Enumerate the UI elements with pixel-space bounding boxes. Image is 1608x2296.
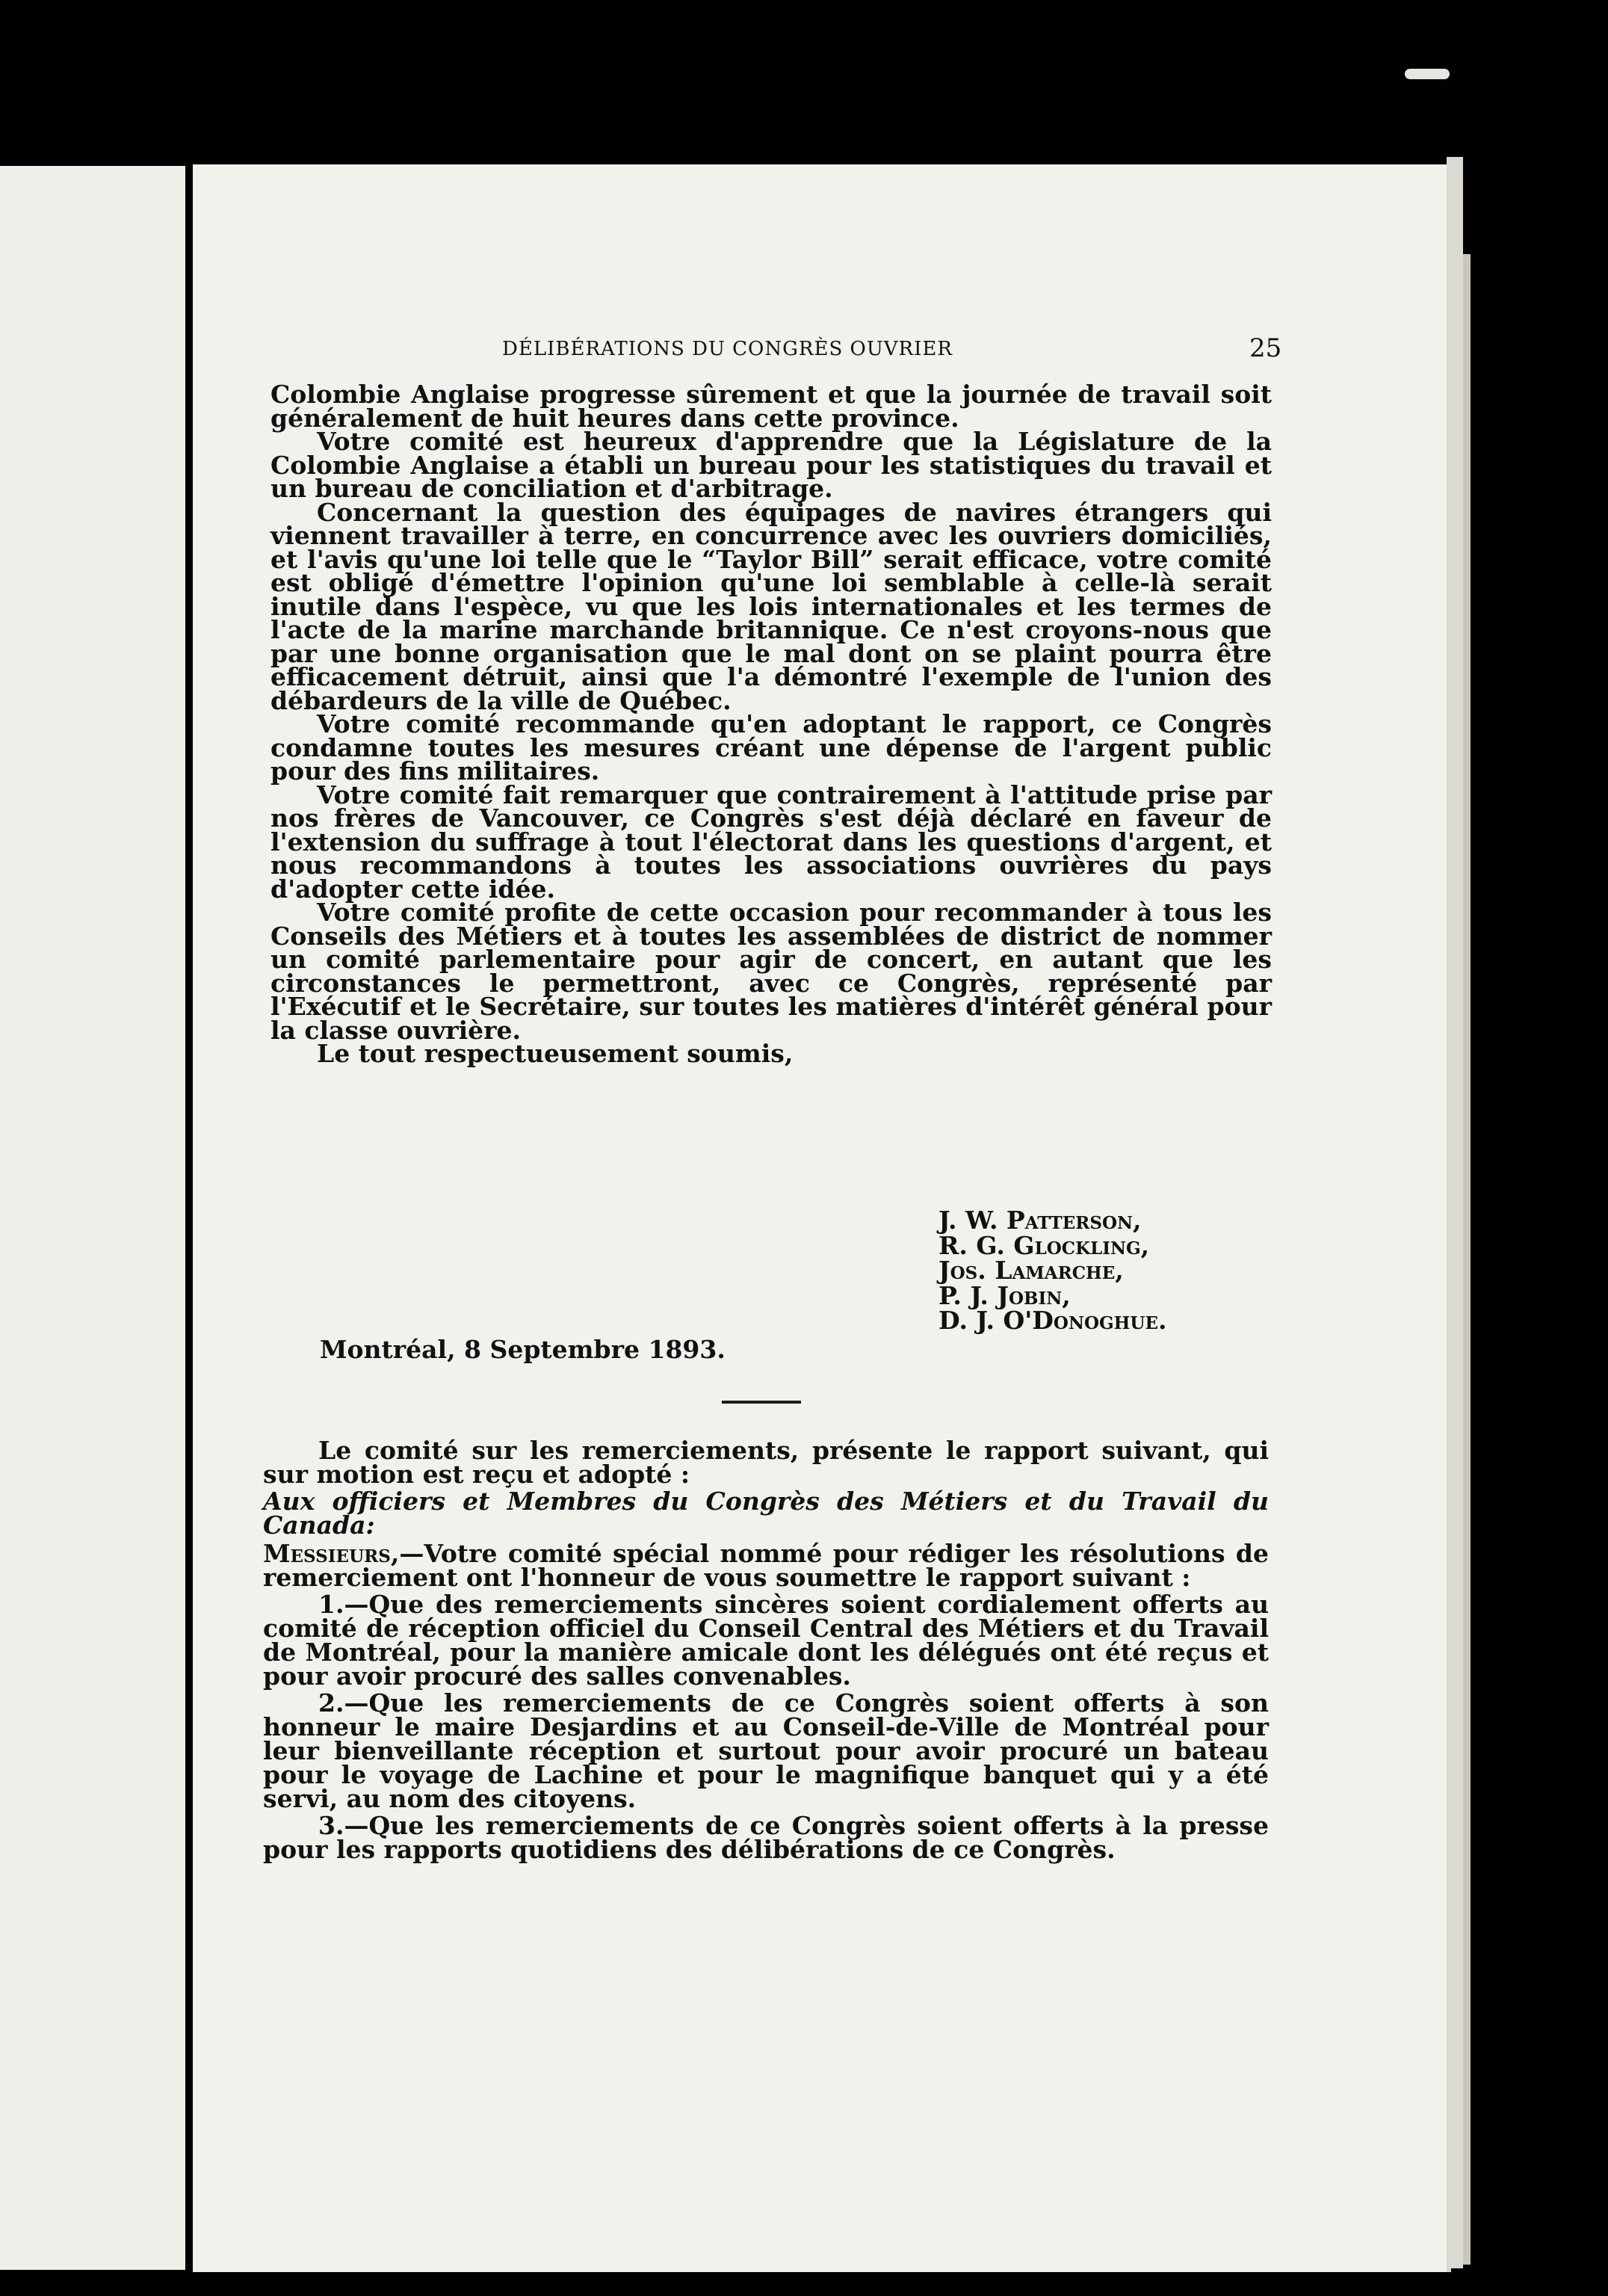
paragraph: Votre comité est heureux d'apprendre que la Législature de la Colombie Anglaise a établi un bureau pour les statistiques du travail et un bureau de conciliation et d'arbitrage. — [270, 427, 1272, 503]
facing-page-fragment — [0, 589, 185, 617]
facing-page-fragment — [0, 1096, 185, 1124]
facing-page-fragment — [0, 665, 185, 694]
paragraph: Votre comité fait remarquer que contrairement à l'attitude prise par nos frères de Vancouver, ce Congrès s'est déjà déclaré en faveur de l'extension du suffrage à tout l'électorat dans les questions d'argent, et nous recommandons à toutes les associations ouvrières du pays d'adopter cette idée. — [270, 780, 1272, 904]
signatory: P. J. Jobin, — [938, 1280, 1071, 1310]
salutation-text: —Votre comité spécial nommé pour rédiger les résolutions de remerciement ont l'honneur de vous soumettre le rapport suivant : — [263, 1539, 1269, 1592]
facing-page-fragment — [0, 1750, 185, 1779]
facing-page-fragment — [0, 1453, 185, 1481]
facing-page-edge — [0, 166, 185, 2270]
facing-page-fragment — [0, 1691, 185, 1719]
facing-page-fragment — [0, 906, 185, 934]
facing-page-fragment — [0, 1019, 185, 1048]
facing-page-fragment — [0, 741, 185, 770]
facing-page-fragment — [0, 1280, 185, 1308]
facing-page-fragment — [0, 436, 185, 465]
facing-page-fragment — [0, 1827, 185, 1855]
facing-page-fragment — [0, 538, 185, 567]
page-number: 25 — [1249, 333, 1282, 363]
facing-page-fragment — [0, 994, 185, 1022]
facing-page-fragment — [0, 1913, 185, 1942]
page-stack-edge-shadow — [1463, 254, 1471, 2265]
section-divider — [722, 1401, 801, 1404]
signatory: J. W. Patterson, — [938, 1206, 1142, 1235]
facing-page-fragment — [0, 969, 185, 997]
facing-page-fragment — [0, 716, 185, 744]
resolution-item: 3.—Que les remerciements de ce Congrès soient offerts à la presse pour les rapports quotidiens des délibérations de ce Congrès. — [263, 1811, 1269, 1864]
signatory: R. G. Glockling, — [938, 1230, 1150, 1260]
address-line: Aux officiers et Membres du Congrès des Métiers et du Travail du Canada: — [263, 1487, 1269, 1540]
paragraph — [263, 1539, 1269, 1592]
signatory: Jos. Lamarche, — [938, 1256, 1124, 1285]
facing-page-fragment — [0, 830, 185, 858]
resolution-item: 1.—Que des remerciements sincères soient cordialement offerts au comité de réception officiel du Conseil Central des Métiers et du Travail de Montréal, pour la manière amicale dont les délégués ont été reçus et pour avoir procuré des salles convenables. — [263, 1590, 1269, 1691]
page-stack-edge — [1447, 157, 1463, 2268]
running-head: DÉLIBÉRATIONS DU CONGRÈS OUVRIER — [502, 338, 953, 360]
facing-page-fragment — [0, 1070, 185, 1099]
facing-page-fragment — [0, 1852, 185, 1880]
signature-block — [938, 1208, 1166, 1333]
facing-page-fragment — [0, 640, 185, 668]
facing-page-fragment — [0, 767, 185, 795]
facing-page-fragment — [0, 411, 185, 439]
facing-page-fragment — [0, 1305, 185, 1333]
facing-page-fragment — [0, 1193, 185, 1221]
facing-page-fragment — [0, 691, 185, 719]
facing-page-fragment — [0, 1776, 185, 1804]
facing-page-fragment — [0, 1356, 185, 1384]
place-date: Montréal, 8 Septembre 1893. — [320, 1335, 726, 1364]
facing-page-fragment — [0, 1218, 185, 1247]
resolution-item: 2.—Que les remerciements de ce Congrès soient offerts à son honneur le maire Desjardins et au Conseil-de-Ville de Montréal pour leur bienveillante réception et surtout pour avoir procuré un bateau pour le voyage de Lachine et pour le magnifique banquet qui y a été servi, au nom des citoyens. — [263, 1688, 1269, 1813]
scan-artifact — [1405, 69, 1450, 79]
facing-page-fragment — [0, 564, 185, 592]
salutation: Messieurs, — [263, 1539, 400, 1568]
report-continuation — [270, 380, 1272, 1068]
facing-page-fragment — [0, 1593, 185, 1622]
paragraph: Colombie Anglaise progresse sûrement et que la journée de travail soit généralement de huit heures dans cette province. — [270, 380, 1272, 433]
paragraph: Le comité sur les remerciements, présente le rapport suivant, qui sur motion est reçu et adopté : — [263, 1436, 1269, 1489]
thanks-report — [263, 1436, 1269, 1865]
closing-line: Le tout respectueusement soumis, — [317, 1039, 794, 1068]
paragraph: Votre comité recommande qu'en adoptant le rapport, ce Congrès condamne toutes les mesures créant une dépense de l'argent public pour des fins militaires. — [270, 709, 1272, 786]
facing-page-fragment — [0, 487, 185, 516]
facing-page-fragment — [0, 513, 185, 541]
facing-page-fragment — [0, 360, 185, 389]
facing-page-fragment — [0, 1167, 185, 1196]
facing-page-fragment — [0, 1801, 185, 1830]
facing-page-fragment — [0, 792, 185, 821]
facing-page-fragment — [0, 1478, 185, 1507]
signatory: D. J. O'Donoghue. — [938, 1306, 1167, 1335]
facing-page-fragment — [0, 1330, 185, 1359]
facing-page-fragment — [0, 880, 185, 909]
facing-page-fragment — [0, 386, 185, 414]
paragraph: Votre comité profite de cette occasion pour recommander à tous les Conseils des Métiers et à toutes les assemblées de district de nommer un comité parlementaire pour agir de concert, en autant que les circonstances le permettront, avec ce Congrès, représenté par l'Exécutif et le Secrétaire, sur toutes les matières d'intérêt général pour la classe ouvrière. — [270, 898, 1272, 1045]
facing-page-fragment — [0, 1045, 185, 1073]
facing-page-fragment — [0, 1535, 185, 1564]
paragraph: Concernant la question des équipages de navires étrangers qui viennent travailler à terre, en concurrence avec les ouvriers domiciliés, et l'avis qu'une loi telle que le “Taylor Bill” serait efficace, votre comité est obligé d'émettre l'opinion qu'une loi semblable à celle-là serait inutile dans l'espèce, vu que les lois internationales et les termes de l'acte de la marine marchande britannique. Ce n'est croyons-nous que par une bonne organisation que le mal dont on se plaint pourra être efficacement détruit, ainsi que l'a démontré l'exemple de l'union des débardeurs de la ville de Québec. — [270, 497, 1272, 715]
facing-page-fragment — [0, 462, 185, 490]
facing-page-fragment — [0, 855, 185, 883]
